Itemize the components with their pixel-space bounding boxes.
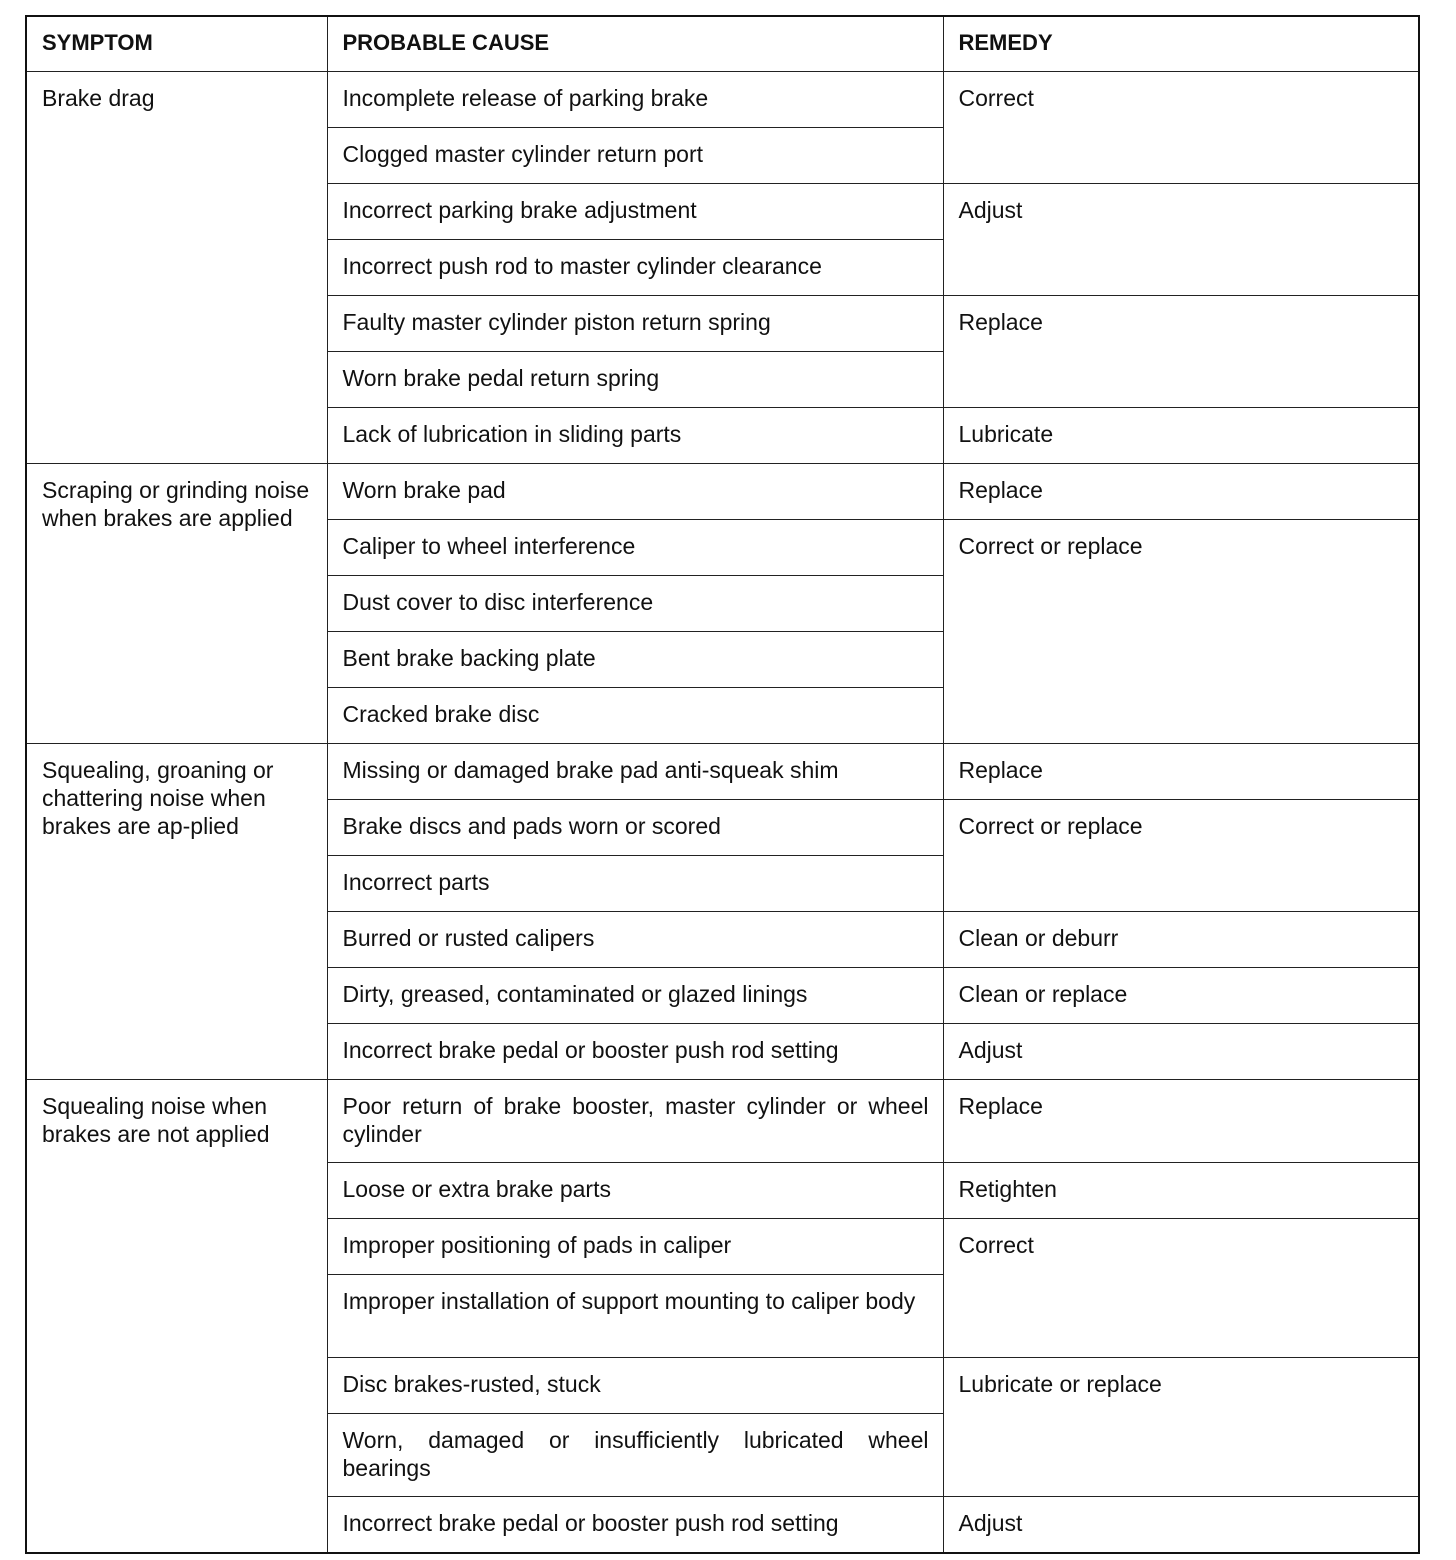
- symptom-cell: Squealing noise when brakes are not applied: [26, 1080, 327, 1554]
- probable-cause-cell: Incomplete release of parking brake: [327, 72, 943, 128]
- probable-cause-cell: Loose or extra brake parts: [327, 1163, 943, 1219]
- remedy-cell: Correct or replace: [943, 800, 1419, 912]
- probable-cause-cell: Dirty, greased, contaminated or glazed linings: [327, 968, 943, 1024]
- symptom-cell: Scraping or grinding noise when brakes are applied: [26, 464, 327, 744]
- probable-cause-cell: Lack of lubrication in sliding parts: [327, 408, 943, 464]
- troubleshooting-table: [25, 15, 1420, 1554]
- remedy-cell: Clean or deburr: [943, 912, 1419, 968]
- table-row: [26, 464, 1419, 520]
- remedy-cell: Adjust: [943, 184, 1419, 296]
- probable-cause-cell: Incorrect brake pedal or booster push rod setting: [327, 1024, 943, 1080]
- probable-cause-cell: Incorrect push rod to master cylinder clearance: [327, 240, 943, 296]
- probable-cause-cell: Incorrect brake pedal or booster push rod setting: [327, 1497, 943, 1554]
- probable-cause-cell: Worn brake pad: [327, 464, 943, 520]
- probable-cause-cell: Caliper to wheel interference: [327, 520, 943, 576]
- probable-cause-cell: Disc brakes-rusted, stuck: [327, 1358, 943, 1414]
- probable-cause-cell: Bent brake backing plate: [327, 632, 943, 688]
- symptom-cell: Brake drag: [26, 72, 327, 464]
- probable-cause-cell: Clogged master cylinder return port: [327, 128, 943, 184]
- remedy-cell: Clean or replace: [943, 968, 1419, 1024]
- remedy-cell: Replace: [943, 464, 1419, 520]
- header-probable-cause: PROBABLE CAUSE: [327, 16, 943, 72]
- probable-cause-cell: Improper positioning of pads in caliper: [327, 1219, 943, 1275]
- probable-cause-cell: Faulty master cylinder piston return spring: [327, 296, 943, 352]
- remedy-cell: Correct or replace: [943, 520, 1419, 744]
- probable-cause-cell: Improper installation of support mounting to caliper body: [327, 1275, 943, 1358]
- probable-cause-cell: Incorrect parts: [327, 856, 943, 912]
- header-symptom: SYMPTOM: [26, 16, 327, 72]
- probable-cause-cell: Burred or rusted calipers: [327, 912, 943, 968]
- table-row: [26, 1080, 1419, 1163]
- remedy-cell: Retighten: [943, 1163, 1419, 1219]
- probable-cause-cell: Worn, damaged or insufficiently lubricated wheel bearings: [327, 1414, 943, 1497]
- probable-cause-cell: Worn brake pedal return spring: [327, 352, 943, 408]
- remedy-cell: Lubricate: [943, 408, 1419, 464]
- remedy-cell: Adjust: [943, 1497, 1419, 1554]
- symptom-cell: Squealing, groaning or chattering noise when brakes are ap-plied: [26, 744, 327, 1080]
- table-row: [26, 72, 1419, 128]
- remedy-cell: Replace: [943, 1080, 1419, 1163]
- probable-cause-cell: Incorrect parking brake adjustment: [327, 184, 943, 240]
- probable-cause-cell: Dust cover to disc interference: [327, 576, 943, 632]
- remedy-cell: Correct: [943, 72, 1419, 184]
- probable-cause-cell: Missing or damaged brake pad anti-squeak shim: [327, 744, 943, 800]
- probable-cause-cell: Poor return of brake booster, master cylinder or wheel cylinder: [327, 1080, 943, 1163]
- remedy-cell: Lubricate or replace: [943, 1358, 1419, 1497]
- remedy-cell: Correct: [943, 1219, 1419, 1358]
- remedy-cell: Replace: [943, 744, 1419, 800]
- remedy-cell: Replace: [943, 296, 1419, 408]
- remedy-cell: Adjust: [943, 1024, 1419, 1080]
- probable-cause-cell: Cracked brake disc: [327, 688, 943, 744]
- header-remedy: REMEDY: [943, 16, 1419, 72]
- table-row: [26, 744, 1419, 800]
- header-row: [26, 16, 1419, 72]
- probable-cause-cell: Brake discs and pads worn or scored: [327, 800, 943, 856]
